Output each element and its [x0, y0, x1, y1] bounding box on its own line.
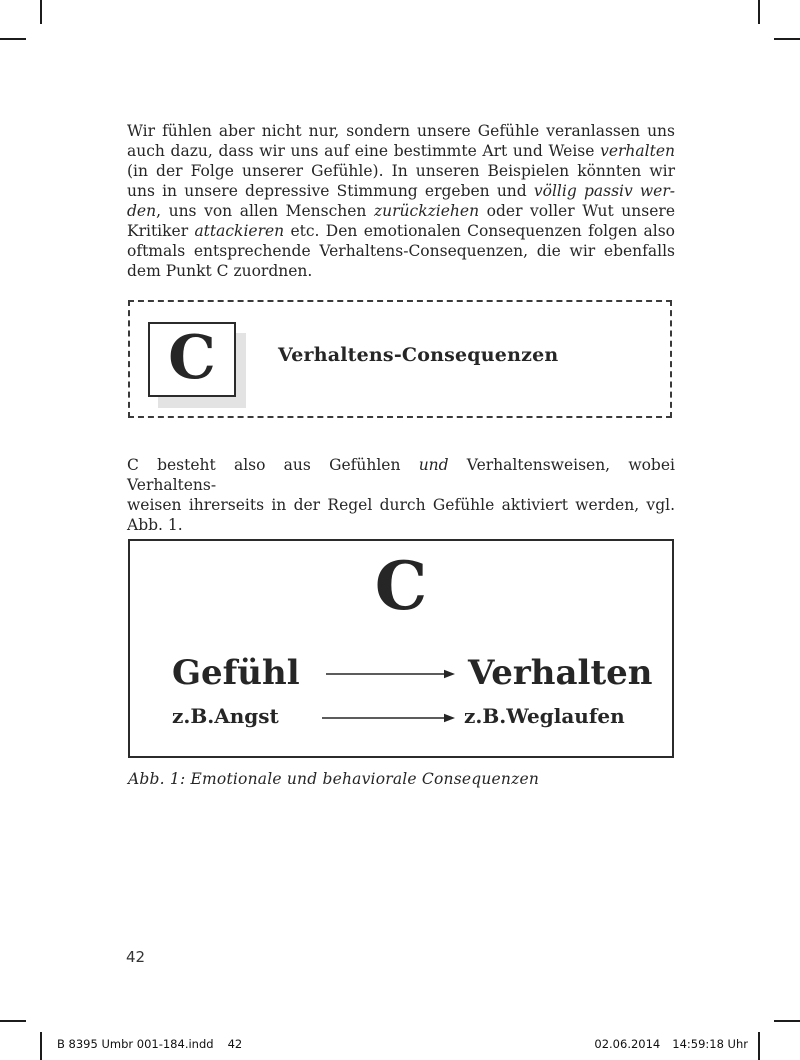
- figure-example-angst: z.B.Angst: [172, 704, 279, 728]
- crop-mark-bottom-right-horizontal: [774, 1020, 800, 1022]
- figure-caption: Abb. 1: Emotionale und behaviorale Consequenzen: [128, 770, 540, 788]
- footer-time: 14:59:18 Uhr: [672, 1037, 748, 1051]
- text-line: dem Punkt C zuordnen.: [127, 262, 313, 280]
- text-line: C besteht also aus Gefühlen und Verhaltensweisen, wobei Verhaltens-: [127, 456, 675, 494]
- footer-timestamp: [594, 1037, 748, 1051]
- figure-term-verhalten: Verhalten: [468, 653, 653, 693]
- concept-box: [128, 300, 672, 418]
- text-line: (in der Folge unserer Gefühle). In unseren Beispielen könnten wir: [127, 162, 675, 180]
- figure-letter: C: [374, 547, 428, 625]
- paragraph-c-definition: [127, 455, 675, 535]
- arrow-right-icon: [320, 712, 456, 724]
- text-line: Wir fühlen aber nicht nur, sondern unsere Gefühle veranlassen uns: [127, 122, 675, 140]
- arrow-right-icon: [324, 668, 456, 680]
- footer-file-page: 42: [227, 1037, 243, 1051]
- page-number: 42: [126, 948, 146, 966]
- figure-term-gefuehl: Gefühl: [172, 653, 300, 693]
- text-line: den, uns von allen Menschen zurückziehen oder voller Wut unsere: [127, 202, 675, 220]
- text-line: uns in unsere depressive Stimmung ergeben und völlig passiv wer-: [127, 182, 675, 200]
- text-line: Abb. 1.: [127, 516, 183, 534]
- figure-box: [128, 539, 674, 758]
- footer-file-info: [57, 1037, 242, 1051]
- crop-mark-bottom-left-horizontal: [0, 1020, 26, 1022]
- crop-mark-top-right-horizontal: [774, 38, 800, 40]
- crop-mark-bottom-right-vertical: [758, 1032, 760, 1060]
- text-line: oftmals entsprechende Verhaltens-Consequenzen, die wir ebenfalls: [127, 242, 675, 260]
- crop-mark-top-left-horizontal: [0, 38, 26, 40]
- footer-date: 02.06.2014: [594, 1037, 661, 1051]
- crop-mark-top-right-vertical: [758, 0, 760, 24]
- figure-example-weglaufen: z.B.Weglaufen: [464, 704, 625, 728]
- text-line: weisen ihrerseits in der Regel durch Gefühle aktiviert werden, vgl.: [127, 496, 675, 514]
- crop-mark-top-left-vertical: [40, 0, 42, 24]
- concept-letter: C: [168, 322, 216, 393]
- concept-label: Verhaltens-Consequenzen: [278, 344, 559, 366]
- text-line: auch dazu, dass wir uns auf eine bestimmte Art und Weise verhalten: [127, 142, 675, 160]
- crop-mark-bottom-left-vertical: [40, 1032, 42, 1060]
- footer-file-name: B 8395 Umbr 001-184.indd: [57, 1037, 214, 1051]
- paragraph-intro: [127, 121, 675, 281]
- text-line: Kritiker attackieren etc. Den emotionalen Consequenzen folgen also: [127, 222, 675, 240]
- concept-letter-box: [148, 322, 236, 397]
